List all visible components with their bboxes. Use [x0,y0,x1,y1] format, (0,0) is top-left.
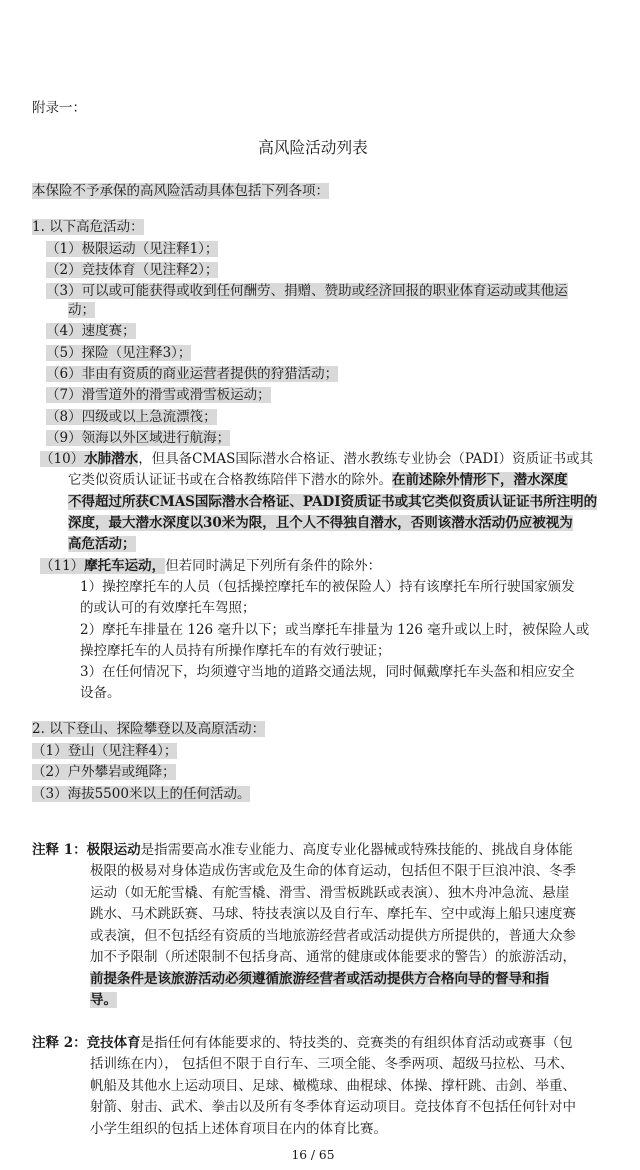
page-title: 高风险活动列表 [258,138,368,157]
note2-line: 帆船及其他水上运动项目、足球、橄榄球、曲棍球、体操、撑杆跳、击剑、举重、 [90,1078,576,1094]
note2-label: 注释 2： [32,1035,87,1051]
note2-line: 射箭、射击、武术、拳击以及所有冬季体育运动项目。竞技体育不包括任何针对中 [90,1099,576,1115]
item11-cond1: 1）操控摩托车的人员（包括操控摩托车的被保险人）持有该摩托车所行驶国家颁发 [80,579,575,595]
note1-bold-line: 导。 [90,992,117,1008]
section1-item-cont: 动； [68,302,95,318]
appendix-label: 附录一： [32,100,86,116]
item10-line1: （10）水肺潜水，但具备CMAS国际潜水合格证、潜水教练专业协会（PADI）资质证书或其 [40,451,594,467]
item11-cond3: 3）在任何情况下，均须遵守当地的道路交通法规，同时佩戴摩托车头盔和相应安全 [80,664,575,680]
intro-text: 本保险不予承保的高风险活动具体包括下列各项： [32,183,329,199]
note1-line: 或表演，但不包括经有资质的当地旅游经营者或活动提供方所提供的，普通大众参 [90,928,576,944]
note2-line: 小学生组织的包括上述体育项目在内的体育比赛。 [90,1121,387,1137]
note1-line: 极限的极易对身体造成伤害或危及生命的体育运动，包括但不限于巨浪冲浪、冬季 [90,863,576,879]
item11-cond1-cont: 的或认可的有效摩托车驾照； [80,600,256,616]
item10-line4: 深度，最大潜水深度以30米为限，且个人不得独自潜水，否则该潜水活动仍应被视为 [68,515,573,531]
section2-item: （2）户外攀岩或绳降； [32,764,176,780]
item10-line5: 高危活动； [68,536,136,552]
note1-label: 注释 1： [32,842,87,858]
section1-item: （3）可以或可能获得或收到任何酬劳、捐赠、赞助或经济回报的职业体育运动或其他运 [46,283,568,299]
note2-line: 括训练在内）， 包括但不限于自行车、三项全能、冬季两项、超级马拉松、马术、 [90,1056,574,1072]
section2-item: （3）海拔5500米以上的任何活动。 [32,786,251,802]
item11-line1: （11）摩托车运动，但若同时满足下列所有条件的除外： [40,558,382,574]
note1-line1: 注释 1：极限运动是指需要高水准专业能力、高度专业化器械或特殊技能的、挑战自身体能 [32,842,573,858]
section1-item: （5）探险（见注释3）； [46,345,192,361]
section1-item: （6）非由有资质的商业运营者提供的狩猎活动； [46,366,339,382]
item11-cond2: 2）摩托车排量在 126 毫升以下；或当摩托车排量为 126 毫升或以上时，被保险人或 [80,622,590,638]
item11-cond2-cont: 操控摩托车的人员持有所操作摩托车的有效行驶证； [80,643,391,659]
section1-item: （1）极限运动（见注释1）； [46,241,219,257]
item11-cond3-cont: 设备。 [80,685,121,701]
note2-line1: 注释 2：竞技体育是指任何有体能要求的、特技类的、竞赛类的有组织体育活动或赛事（包 [32,1035,573,1051]
item10-line3: 不得超过所获CMAS国际潜水合格证、PADI资质证书或其它类似资质认证证书所注明的 [68,494,598,510]
note1-bold-line: 前提条件是该旅游活动必须遵循旅游经营者或活动提供方合格向导的督导和指 [90,971,549,987]
item10-line2: 它类似资质认证证书或在合格教练陪伴下潜水的除外。在前述除外情形下，潜水深度 [68,472,568,488]
section1-item: （7）滑雪道外的滑雪或滑雪板运动； [46,387,271,403]
note2-term: 竞技体育 [86,1035,141,1051]
page-number: 16 / 65 [291,1147,335,1162]
section1-item: （4）速度赛； [46,323,136,339]
section2-item: （1）登山（见注释4）； [32,743,178,759]
section1-item: （9）领海以外区域进行航海； [46,430,231,446]
note1-line: 加不予限制（所述限制不包括身高、通常的健康或体能要求的警告）的旅游活动， [90,949,576,965]
item10-term: 水肺潜水 [84,451,139,467]
note1-line: 跳水、马术跳跃赛、马球、特技表演以及自行车、摩托车、空中或海上船只速度赛 [90,906,576,922]
section2-heading: 2. 以下登山、探险攀登以及高原活动： [32,721,266,737]
section1-item: （8）四级或以上急流漂筏； [46,409,217,425]
note1-term: 极限运动 [86,842,141,858]
section1-heading: 1. 以下高危活动： [32,219,144,235]
section1-item: （2）竞技体育（见注释2）； [46,262,219,278]
item11-term: 摩托车运动， [84,558,166,574]
note1-line: 运动（如无舵雪橇、有舵雪橇、滑雪、滑雪板跳跃或表演）、独木舟冲急流、悬崖 [90,885,570,901]
